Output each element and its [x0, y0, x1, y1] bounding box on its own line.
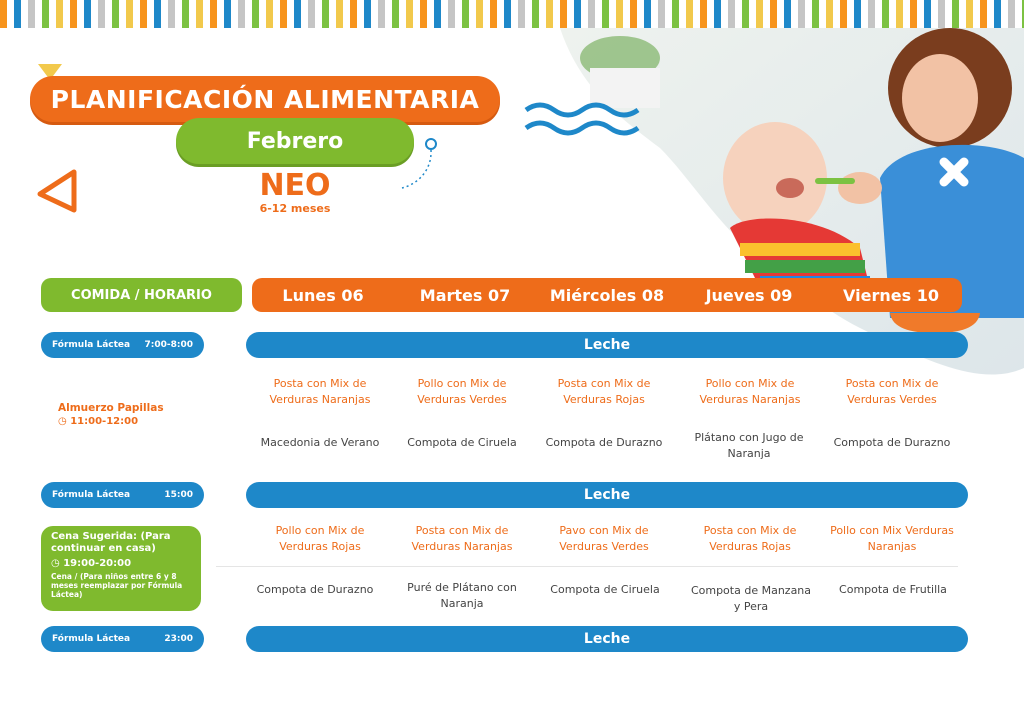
lunch-main-cell: Pollo con Mix de Verduras Naranjas [699, 377, 801, 406]
top-stripe-border [0, 0, 1024, 28]
lunch-dessert-cell: Compota de Durazno [833, 436, 951, 449]
dinner-title: Cena Sugerida: (Para continuar en casa) [51, 531, 171, 554]
slot-time: 23:00 [164, 634, 193, 644]
page-title: PLANIFICACIÓN ALIMENTARIA [30, 76, 500, 122]
lunch-main-cell: Posta con Mix de Verduras Rojas [557, 377, 651, 406]
dinner-main-cell: Pollo con Mix Verduras Naranjas [830, 524, 954, 553]
dinner-dessert-cell: Compota de Ciruela [550, 583, 660, 596]
formula-time-slot [41, 332, 204, 358]
dinner-note: Cena / (Para niños entre 6 y 8 meses reemplazar por Fórmula Láctea) [51, 572, 183, 599]
dinner-main-cell: Posta con Mix de Verduras Rojas [703, 524, 797, 553]
dinner-main-cell: Pollo con Mix de Verduras Rojas [275, 524, 365, 553]
dinner-main-cell: Pavo con Mix de Verduras Verdes [559, 524, 649, 553]
dinner-dessert-cell: Puré de Plátano con Naranja [407, 581, 517, 610]
lunch-main-cell: Posta con Mix de Verduras Verdes [845, 377, 939, 406]
day-header: Lunes 06 [282, 285, 364, 305]
formula-time-slot [41, 482, 204, 508]
day-header: Martes 07 [419, 285, 511, 305]
slot-label: Fórmula Láctea [52, 634, 131, 644]
lunch-dessert-cell: Compota de Ciruela [407, 436, 517, 449]
month-label: Febrero [176, 118, 414, 164]
wave-decoration-icon [524, 100, 640, 140]
dinner-main-cell: Posta con Mix de Verduras Naranjas [411, 524, 513, 553]
day-header: Viernes 10 [843, 285, 939, 305]
lunch-dessert-cell: Plátano con Jugo de Naranja [694, 431, 804, 460]
lunch-time: ◷ 11:00-12:00 [58, 416, 139, 427]
cross-decoration-icon [936, 154, 972, 190]
dinner-dessert-cell: Compota de Manzana y Pera [690, 584, 812, 613]
lunch-dessert-cell: Compota de Durazno [545, 436, 663, 449]
formula-time-slot [41, 626, 204, 652]
slot-time: 7:00-8:00 [144, 340, 193, 350]
triangle-outline-decoration-icon [34, 168, 80, 214]
lunch-main-cell: Pollo con Mix de Verduras Verdes [417, 377, 507, 406]
dinner-dessert-cell: Compota de Frutilla [839, 583, 947, 596]
dinner-dessert-cell: Compota de Durazno [256, 583, 374, 596]
day-header: Miércoles 08 [549, 285, 665, 305]
age-range: 6-12 meses [259, 202, 331, 215]
clock-icon: ◷ [58, 416, 67, 427]
days-header [252, 278, 962, 312]
divider [216, 566, 958, 567]
slot-label: Fórmula Láctea [52, 340, 131, 350]
program-name: NEO [259, 168, 331, 203]
dinner-time: ◷ 19:00-20:00 [51, 558, 132, 569]
day-header: Jueves 09 [705, 285, 793, 305]
mother-feeding-baby-photo [560, 28, 1024, 380]
slot-time: 15:00 [164, 490, 193, 500]
milk-bar: Leche [246, 332, 968, 358]
milk-bar: Leche [246, 482, 968, 508]
slot-label: Fórmula Láctea [52, 490, 131, 500]
lunch-dessert-cell: Macedonia de Verano [260, 436, 380, 449]
dinner-slot [41, 526, 201, 611]
clock-icon: ◷ [51, 558, 60, 569]
lunch-label: Almuerzo Papillas [58, 402, 164, 414]
milk-bar: Leche [246, 626, 968, 652]
lunch-main-cell: Posta con Mix de Verduras Naranjas [269, 377, 371, 406]
table-corner-header: COMIDA / HORARIO [41, 278, 242, 312]
